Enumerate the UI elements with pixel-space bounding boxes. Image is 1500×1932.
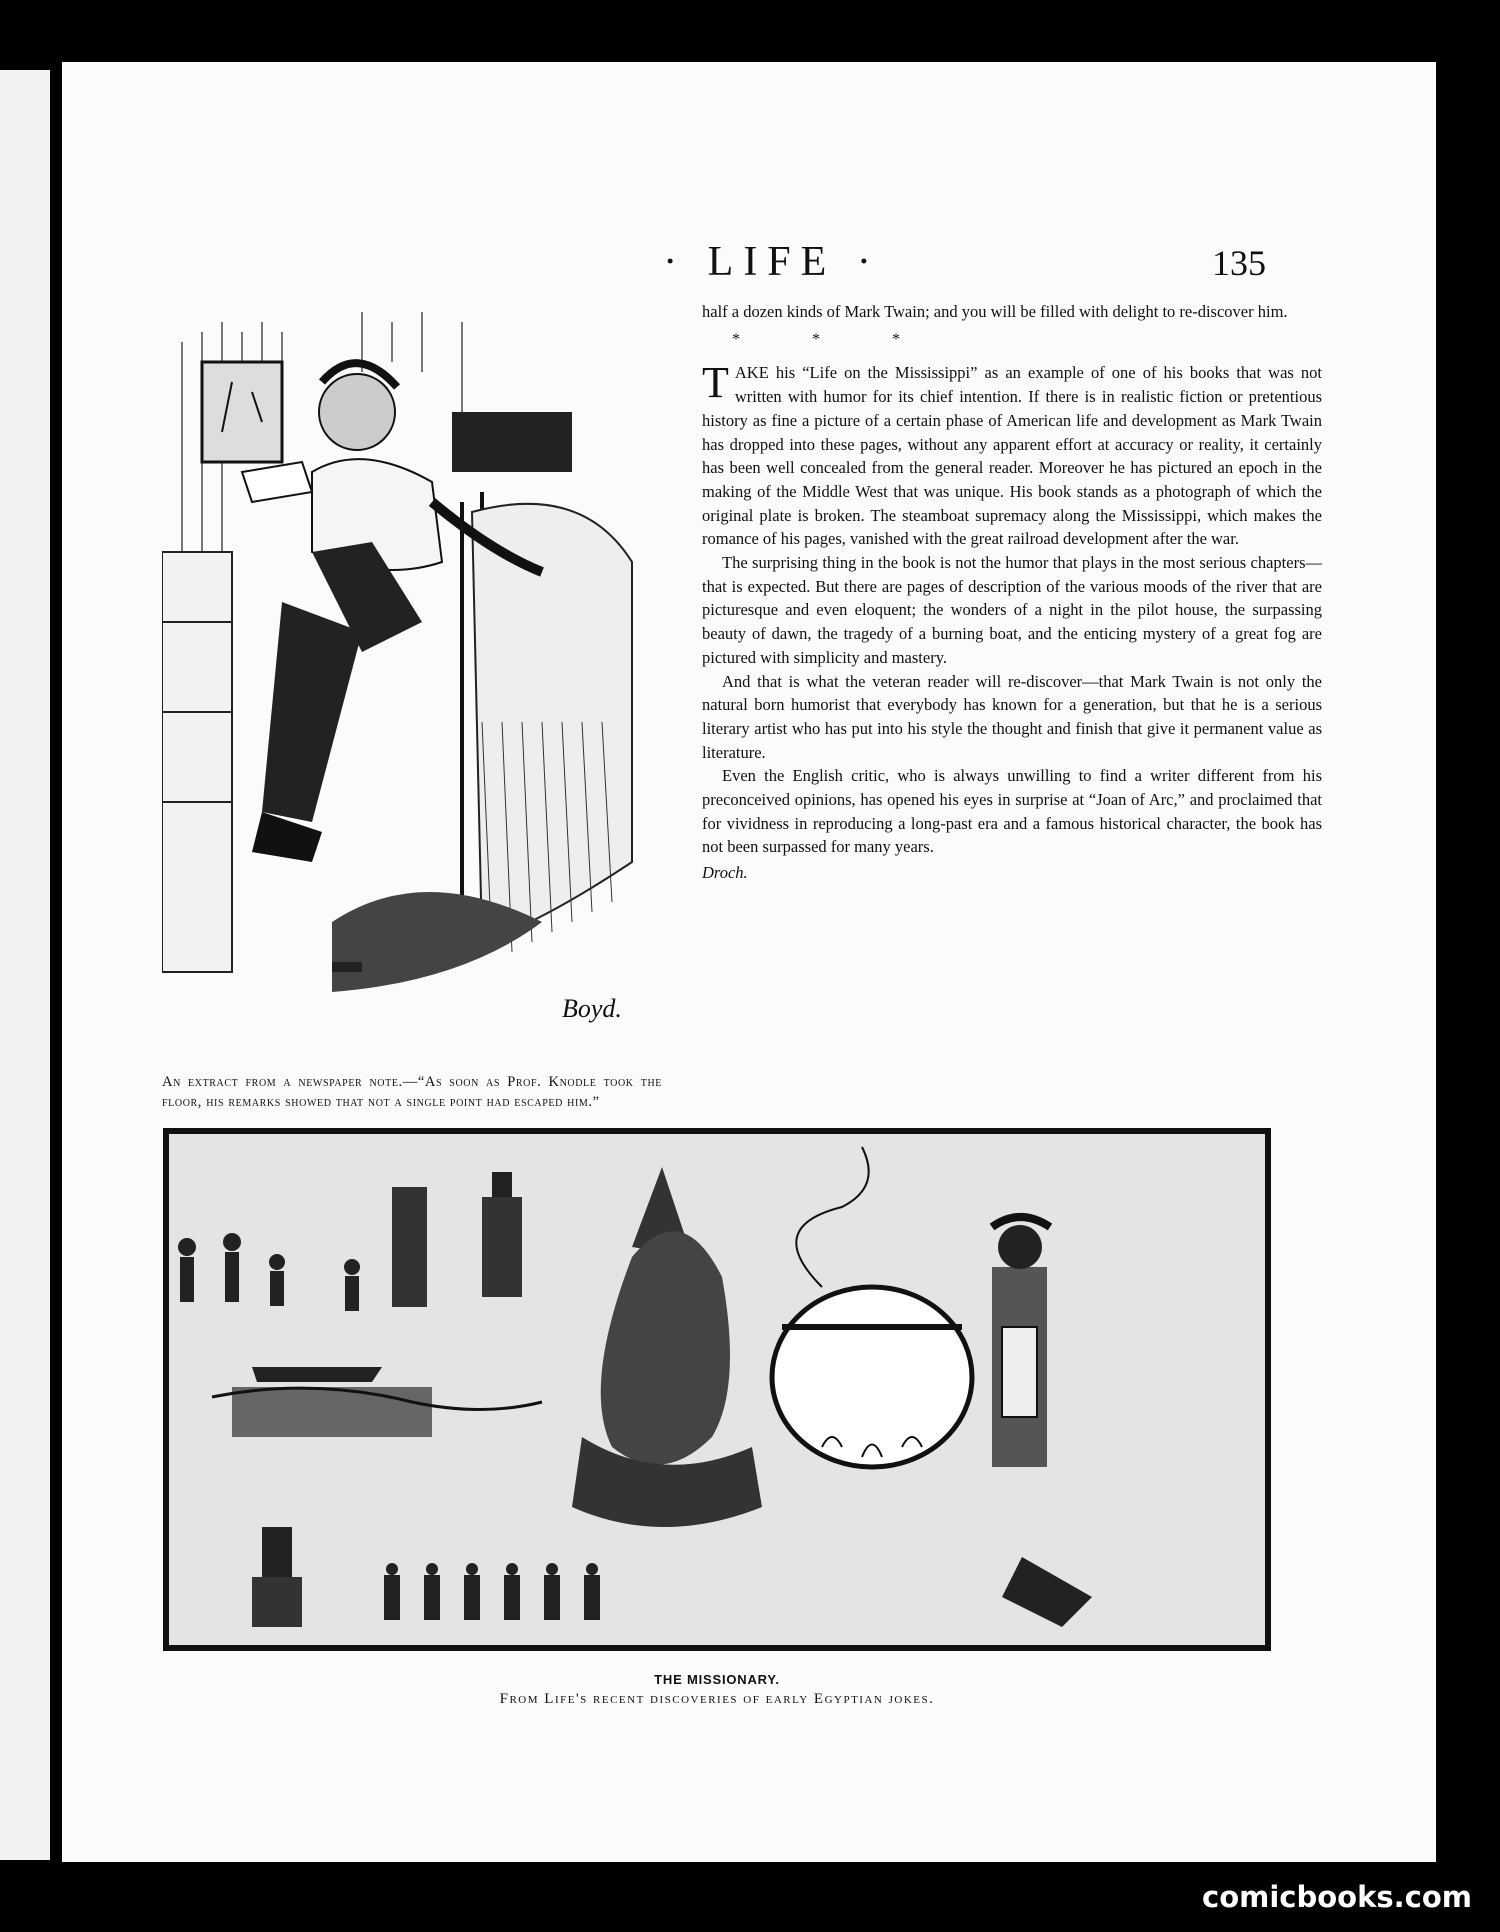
magazine-page <box>62 62 1436 1862</box>
cartoon-falling-professor <box>162 302 638 1052</box>
article-paragraph-4: Even the English critic, who is always unwilling to find a writer different from his preconceived opinions, has opened his eyes in surprise at “Joan of Arc,” and proclaimed that for vividness in reproducing a long-past era and a famous historical character, the book has not been surpassed for many years. <box>702 766 1322 857</box>
article-paragraph-3: And that is what the veteran reader will re-discover—that Mark Twain is not only the natural born humorist that everybody has known for a generation, but that he is a serious literary artist who has put into his style the thought and finish that give it permanent value as literature. <box>702 671 1322 762</box>
site-watermark: comicbooks.com <box>1202 1880 1472 1914</box>
facing-page-edge <box>0 70 50 1860</box>
article-column <box>702 300 1322 885</box>
author-signature: Droch. <box>702 863 748 883</box>
cartoon-subtitle: From Life's recent discoveries of early Egyptian jokes. <box>499 1691 935 1707</box>
article-paragraph-1 <box>702 358 1322 551</box>
paragraph-1-text: AKE his “Life on the Mississippi” as an example of one of his books that was not written with humor for its chief intention. If there is in realistic fiction or pretentious history as fine a picture of a certain phase of American life and development as Mark Twain has dropped into these pages, without any apparent effort at accuracy or reality, it certainly has been well concealed from the general reader. Moreover he has pictured an epoch in the making of the Middle West that was unique. His book stands as a photograph of which the original plate is broken. The steamboat supremacy along the Mississippi, which makes the romance of his pages, vanished with the great railroad development after the war. <box>702 363 1322 549</box>
cartoon-title: THE MISSIONARY. <box>654 1672 780 1687</box>
drop-cap: T <box>702 358 729 408</box>
page-number: 135 <box>1212 243 1266 283</box>
missionary-caption <box>162 1672 1272 1708</box>
artist-signature: Boyd. <box>562 994 622 1023</box>
article-paragraph-2: The surprising thing in the book is not the humor that plays in the most serious chapters—that is expected. But there are pages of description of the various moods of the river that are picturesque and even eloquent; the wonders of a night in the pilot house, the surpassing beauty of dawn, the tragedy of a burning boat, and the enticing mystery of a great fog are pictured with simplicity and mastery. <box>702 553 1322 667</box>
article-lead: half a dozen kinds of Mark Twain; and you will be filled with delight to re-discover him. <box>702 302 1288 321</box>
cartoon-the-missionary <box>162 1127 1272 1652</box>
masthead: · LIFE · <box>663 239 881 285</box>
section-separator: * * * <box>732 330 934 348</box>
cartoon-caption: An extract from a newspaper note.—“As soon as Prof. Knodle took the floor, his remarks showed that not a single point had escaped him.” <box>162 1074 662 1110</box>
